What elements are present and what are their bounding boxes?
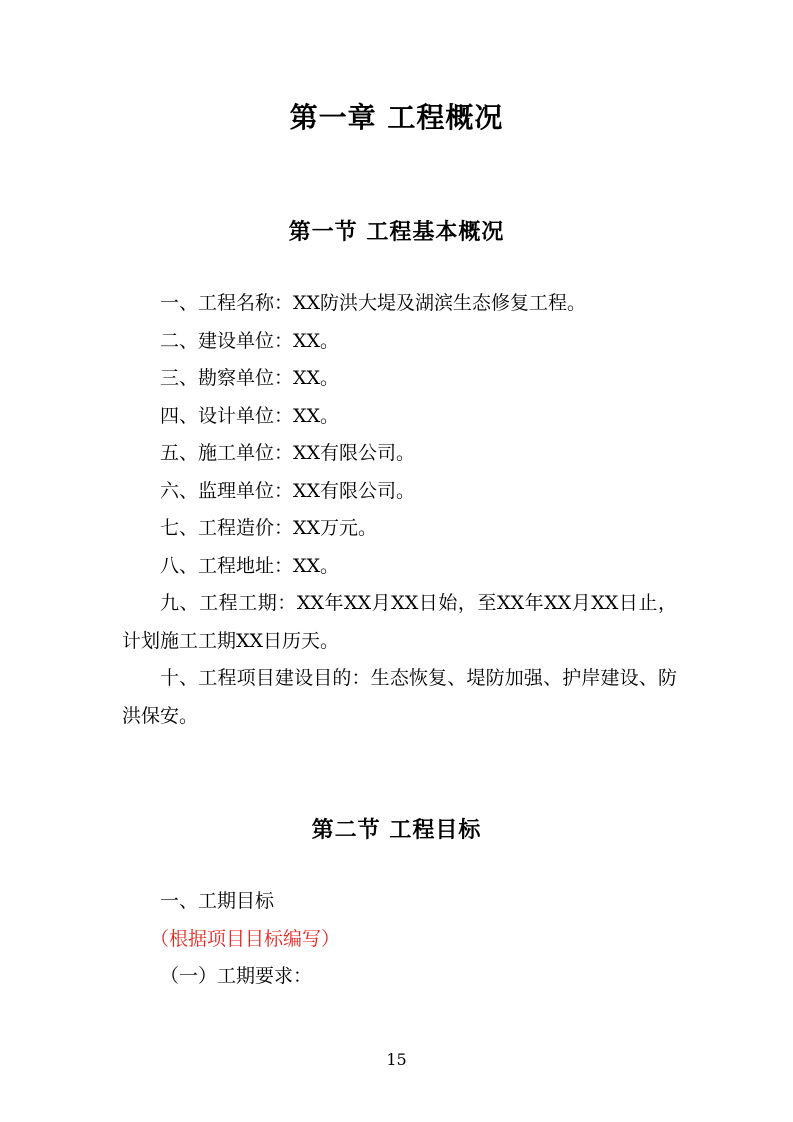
list-item: 八、工程地址：XX。 [160, 554, 340, 577]
section-1-title: 第一节 工程基本概况 [288, 220, 505, 245]
list-item: 五、施工单位：XX有限公司。 [160, 442, 416, 464]
list-item: 七、工程造价：XX万元。 [160, 517, 378, 539]
list-item: 九、工程工期：XX年XX月XX日始，至XX年XX月XX日止，计划施工工期XX日历天。 [122, 592, 677, 652]
sub-heading: （一）工期要求： [160, 965, 313, 987]
list-item: 十、工程项目建设目的：生态恢复、堤防加强、护岸建设、防洪保安。 [122, 667, 677, 727]
editor-note: （根据项目目标编写） [150, 927, 341, 950]
section-2-title: 第二节 工程目标 [311, 818, 482, 843]
page-number: 15 [386, 1050, 407, 1069]
goals-block [122, 883, 677, 996]
project-info-list [122, 285, 677, 735]
list-item: 四、设计单位：XX。 [160, 404, 340, 427]
chapter-title: 第一章 工程概况 [289, 101, 504, 134]
list-item: 三、勘察单位：XX。 [160, 367, 340, 389]
list-item: 二、建设单位：XX。 [160, 329, 340, 352]
list-item: 一、工程名称：XX防洪大堤及湖滨生态修复工程。 [160, 292, 587, 314]
list-item: 六、监理单位：XX有限公司。 [160, 479, 416, 502]
goal-heading: 一、工期目标 [160, 890, 275, 912]
